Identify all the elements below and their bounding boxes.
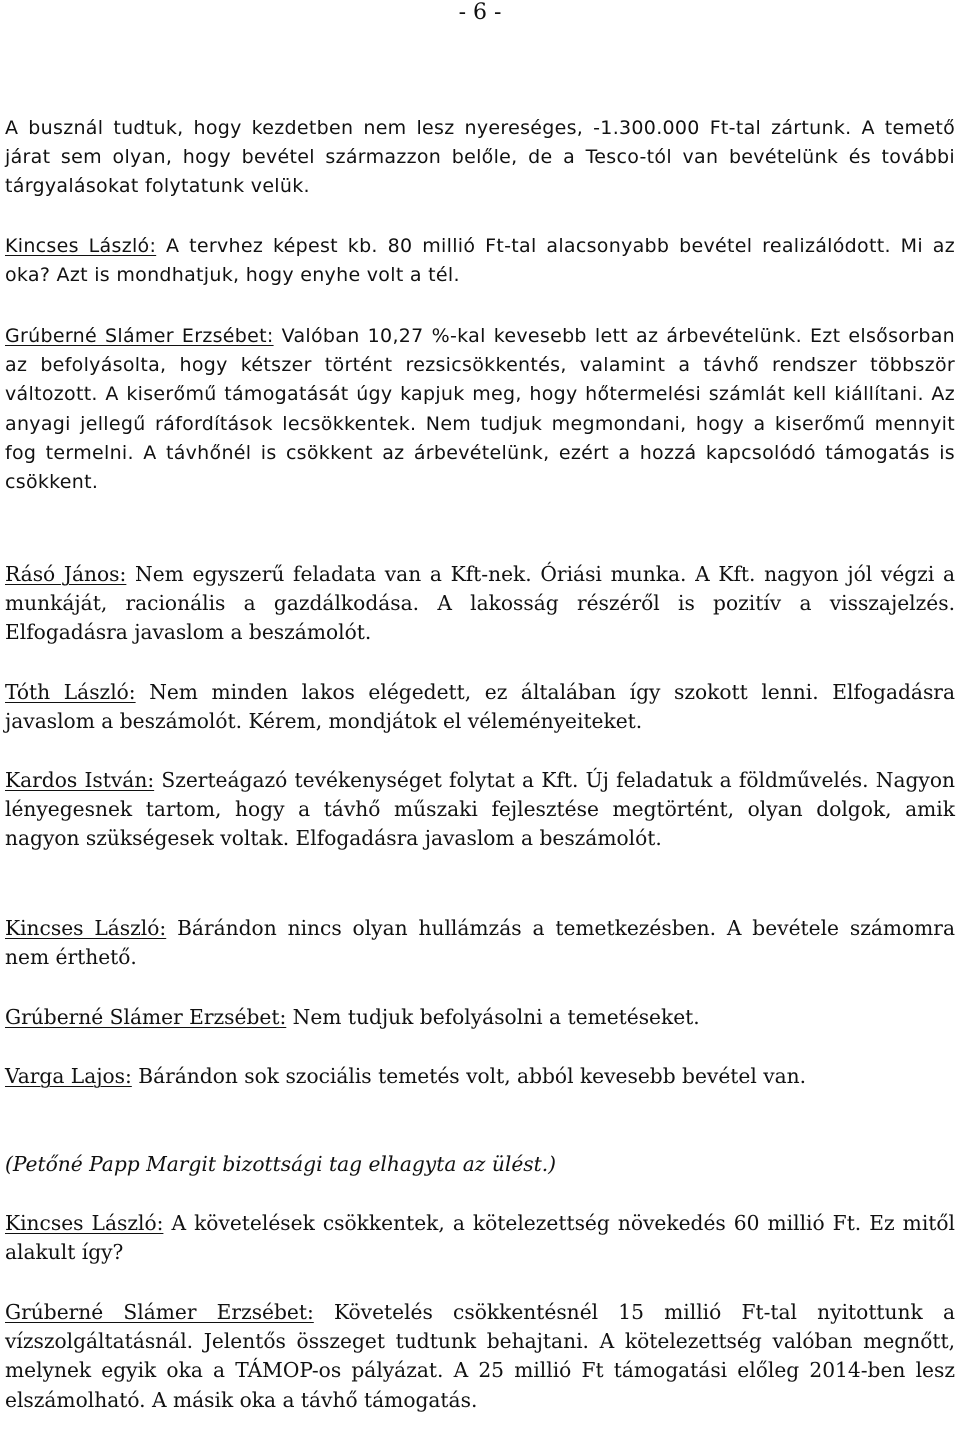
paragraph-gruberne-1 — [5, 322, 955, 497]
paragraph-gruberne-3 — [5, 1298, 955, 1415]
paragraph-kardos — [5, 766, 955, 854]
paragraph-kincses-2 — [5, 914, 955, 972]
paragraph-kincses-1 — [5, 232, 955, 290]
speaker-name: Rásó János: — [5, 562, 127, 586]
paragraph-text: A busznál tudtuk, hogy kezdetben nem lesz nyereséges, -1.300.000 Ft-tal zártunk. A temető járat sem olyan, hogy bevétel származzon belőle, de a Tesco-tól van bevételünk és további tárgyalásokat folytatunk velük. — [5, 117, 955, 198]
paragraph-text: Nem tudjuk befolyásolni a temetéseket. — [286, 1005, 700, 1029]
speaker-name: Varga Lajos: — [5, 1064, 132, 1088]
speaker-name: Kardos István: — [5, 768, 155, 792]
paragraph-gruberne-2 — [5, 1003, 955, 1032]
paragraph-text: Bárándon sok szociális temetés volt, abból kevesebb bevétel van. — [131, 1064, 807, 1088]
paragraph-note-left-meeting — [5, 1150, 955, 1179]
paragraph-text: (Petőné Papp Margit bizottsági tag elhagyta az ülést.) — [5, 1152, 557, 1176]
page-number: - 6 - — [458, 0, 502, 25]
paragraph-text: Valóban 10,27 %-kal kevesebb lett az árbevételünk. Ezt elsősorban az befolyásolta, hogy kétszer történt rezsicsökkentés, valamint a távhő rendszer többször változott. A kiserőmű támogatását úgy kapjuk meg, hogy hőtermelési számlát kell kiállítani. Az anyagi jellegű ráfordítások lecsökkentek. Nem tudjuk megmondani, hogy a kiserőmű mennyit fog termelni. A távhőnél is csökkent az árbevételünk, ezért a hozzá kapcsolódó támogatás is csökkent. — [5, 325, 955, 494]
paragraph-text: Bárándon nincs olyan hullámzás a temetkezésben. A bevétele számomra nem érthető. — [5, 916, 955, 970]
speaker-name: Grúberné Slámer Erzsébet: — [5, 1005, 287, 1029]
paragraph-text: A tervhez képest kb. 80 millió Ft-tal alacsonyabb bevétel realizálódott. Mi az oka? Azt is mondhatjuk, hogy enyhe volt a tél. — [5, 235, 955, 287]
paragraph-text: Szerteágazó tevékenységet folytat a Kft. Új feladatuk a földművelés. Nagyon lényegesnek tartom, hogy a távhő műszaki fejlesztése megtörtént, olyan dolgok, amik nagyon szükségesek voltak. Elfogadásra javaslom a beszámolót. — [5, 768, 955, 851]
speaker-name: Grúberné Slámer Erzsébet: — [5, 1300, 314, 1324]
paragraph-text: Nem minden lakos elégedett, ez általában így szokott lenni. Elfogadásra javaslom a beszámolót. Kérem, mondjátok el véleményeiteket. — [5, 680, 955, 734]
speaker-name: Kincses László: — [5, 235, 157, 257]
paragraph-kincses-3 — [5, 1209, 955, 1267]
speaker-name: Kincses László: — [5, 1211, 164, 1235]
paragraph-raso — [5, 560, 955, 648]
speaker-name: Grúberné Slámer Erzsébet: — [5, 325, 274, 347]
speaker-name: Kincses László: — [5, 916, 167, 940]
paragraph-toth — [5, 678, 955, 736]
paragraph-text: Követelés csökkentésnél 15 millió Ft-tal nyitottunk a vízszolgáltatásnál. Jelentős összeget tudtunk behajtani. A kötelezettség valóban megnőtt, melynek egyik oka a TÁMOP-os pályázat. A 25 millió Ft támogatási előleg 2014-ben lesz elszámolható. A másik oka a távhő támogatás. — [5, 1300, 955, 1412]
speaker-name: Tóth László: — [5, 680, 136, 704]
paragraph-text: Nem egyszerű feladata van a Kft-nek. Óriási munka. A Kft. nagyon jól végzi a munkáját, racionális a gazdálkodása. A lakosság részéről is pozitív a visszajelzés. Elfogadásra javaslom a beszámolót. — [5, 562, 956, 645]
document-page — [5, 0, 956, 1412]
paragraph-varga — [5, 1062, 955, 1091]
paragraph-text: A követelések csökkentek, a kötelezettség növekedés 60 millió Ft. Ez mitől alakult így? — [5, 1211, 955, 1265]
paragraph-bus-revenue — [5, 114, 955, 202]
